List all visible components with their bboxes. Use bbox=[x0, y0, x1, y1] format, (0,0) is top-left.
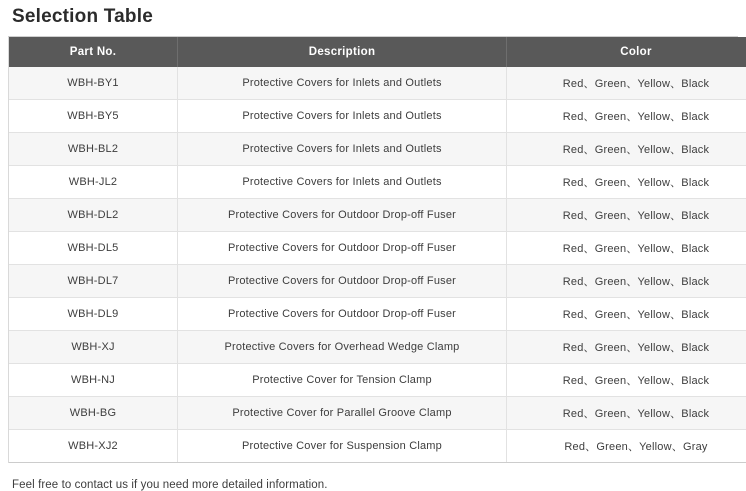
cell-color: Red、Green、Yellow、Black bbox=[507, 331, 746, 364]
cell-description: Protective Covers for Inlets and Outlets bbox=[178, 133, 507, 166]
cell-part-no: WBH-DL5 bbox=[9, 232, 178, 265]
cell-part-no: WBH-DL7 bbox=[9, 265, 178, 298]
table-row bbox=[9, 199, 746, 232]
selection-table bbox=[9, 37, 746, 463]
table-row bbox=[9, 430, 746, 463]
cell-part-no: WBH-XJ2 bbox=[9, 430, 178, 463]
cell-part-no: WBH-XJ bbox=[9, 331, 178, 364]
table-header bbox=[9, 37, 746, 67]
cell-color: Red、Green、Yellow、Black bbox=[507, 397, 746, 430]
cell-part-no: WBH-BG bbox=[9, 397, 178, 430]
table-row bbox=[9, 100, 746, 133]
table-row bbox=[9, 232, 746, 265]
cell-color: Red、Green、Yellow、Black bbox=[507, 67, 746, 100]
cell-color: Red、Green、Yellow、Black bbox=[507, 100, 746, 133]
table-row bbox=[9, 133, 746, 166]
column-header-color: Color bbox=[507, 37, 746, 67]
cell-part-no: WBH-BL2 bbox=[9, 133, 178, 166]
table-header-row bbox=[9, 37, 746, 67]
cell-description: Protective Covers for Inlets and Outlets bbox=[178, 67, 507, 100]
page-title: Selection Table bbox=[8, 0, 738, 36]
cell-description: Protective Cover for Suspension Clamp bbox=[178, 430, 507, 463]
cell-color: Red、Green、Yellow、Black bbox=[507, 166, 746, 199]
cell-description: Protective Cover for Parallel Groove Clamp bbox=[178, 397, 507, 430]
cell-description: Protective Covers for Inlets and Outlets bbox=[178, 166, 507, 199]
cell-color: Red、Green、Yellow、Black bbox=[507, 232, 746, 265]
cell-description: Protective Covers for Outdoor Drop-off Fuser bbox=[178, 265, 507, 298]
cell-part-no: WBH-DL2 bbox=[9, 199, 178, 232]
cell-part-no: WBH-JL2 bbox=[9, 166, 178, 199]
cell-color: Red、Green、Yellow、Black bbox=[507, 364, 746, 397]
column-header-part-no: Part No. bbox=[9, 37, 178, 67]
cell-color: Red、Green、Yellow、Black bbox=[507, 133, 746, 166]
table-row bbox=[9, 397, 746, 430]
cell-description: Protective Covers for Overhead Wedge Clamp bbox=[178, 331, 507, 364]
column-header-description: Description bbox=[178, 37, 507, 67]
cell-description: Protective Covers for Outdoor Drop-off Fuser bbox=[178, 199, 507, 232]
cell-color: Red、Green、Yellow、Black bbox=[507, 199, 746, 232]
cell-color: Red、Green、Yellow、Black bbox=[507, 265, 746, 298]
selection-table-wrapper bbox=[8, 37, 740, 463]
cell-color: Red、Green、Yellow、Black bbox=[507, 298, 746, 331]
cell-description: Protective Covers for Outdoor Drop-off Fuser bbox=[178, 298, 507, 331]
table-row bbox=[9, 364, 746, 397]
cell-part-no: WBH-BY5 bbox=[9, 100, 178, 133]
table-row bbox=[9, 331, 746, 364]
table-row bbox=[9, 298, 746, 331]
footer-note: Feel free to contact us if you need more detailed information. bbox=[8, 463, 738, 491]
cell-part-no: WBH-BY1 bbox=[9, 67, 178, 100]
cell-description: Protective Cover for Tension Clamp bbox=[178, 364, 507, 397]
cell-color: Red、Green、Yellow、Gray bbox=[507, 430, 746, 463]
table-row bbox=[9, 265, 746, 298]
table-row bbox=[9, 67, 746, 100]
cell-part-no: WBH-DL9 bbox=[9, 298, 178, 331]
cell-description: Protective Covers for Outdoor Drop-off Fuser bbox=[178, 232, 507, 265]
table-body bbox=[9, 67, 746, 463]
cell-description: Protective Covers for Inlets and Outlets bbox=[178, 100, 507, 133]
table-row bbox=[9, 166, 746, 199]
cell-part-no: WBH-NJ bbox=[9, 364, 178, 397]
